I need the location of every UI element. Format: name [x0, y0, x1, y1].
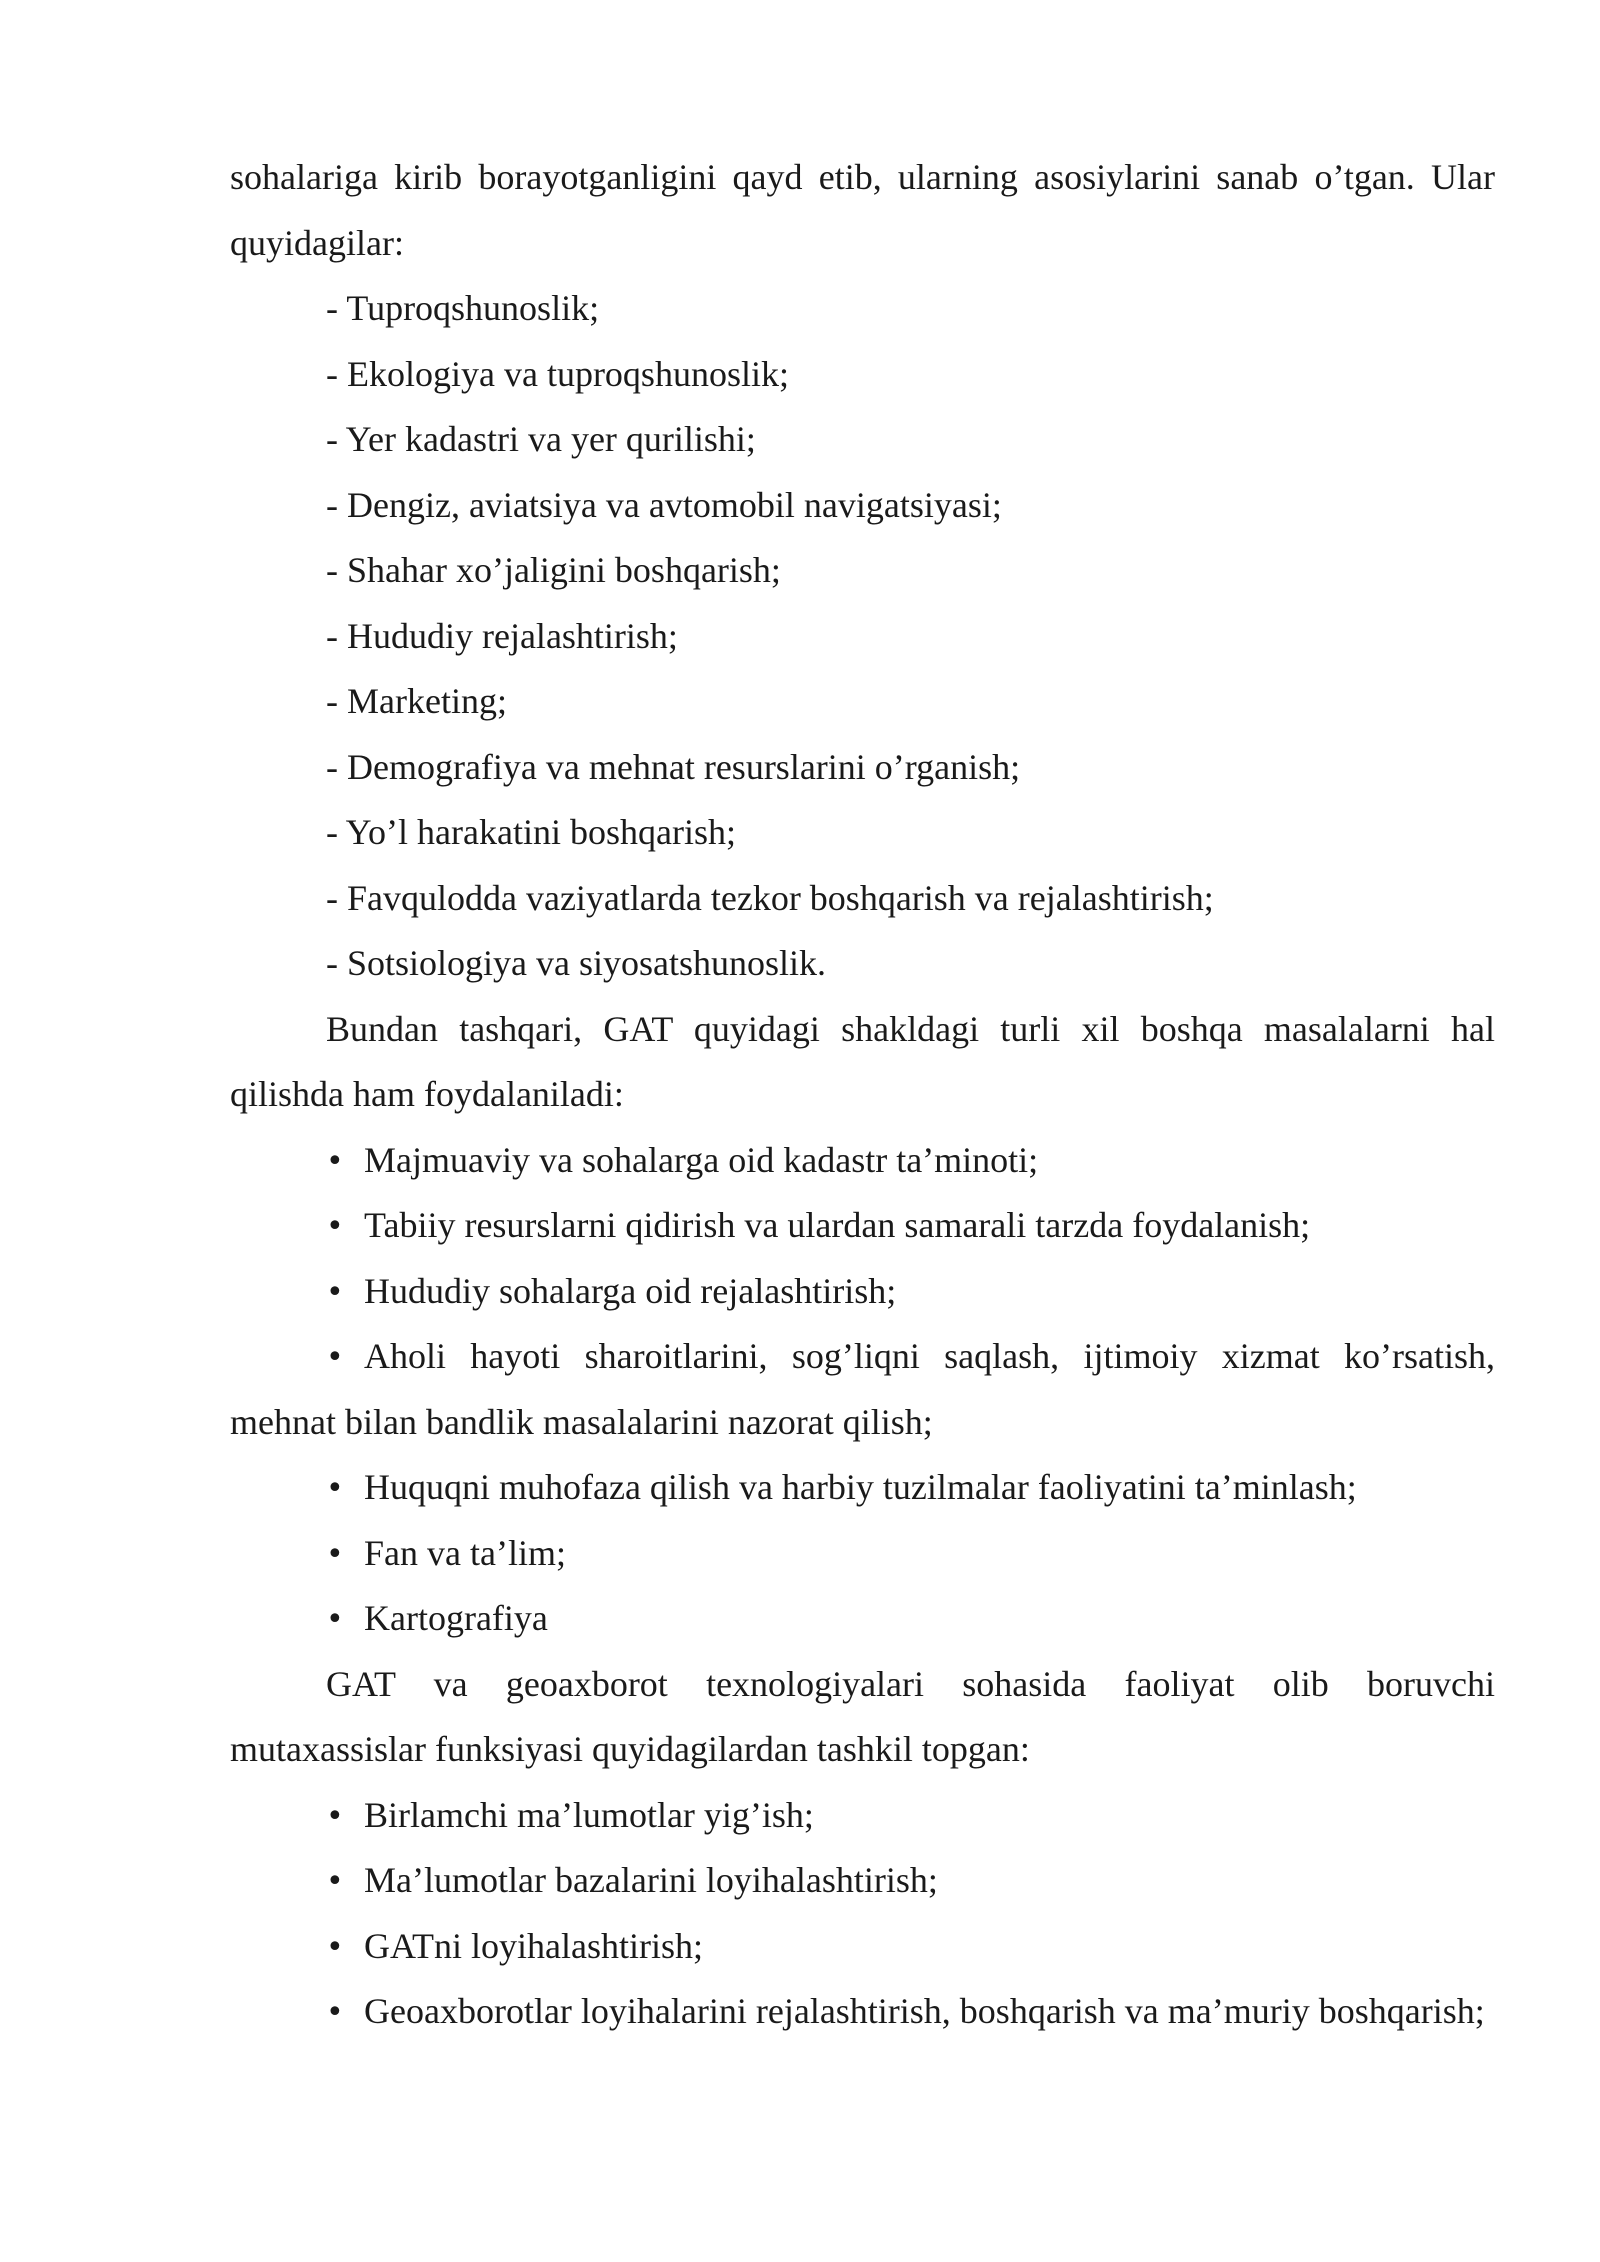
dash-list-item: - Shahar xo’jaligini boshqarish;: [326, 550, 781, 590]
bullet-icon: •: [326, 1929, 344, 1965]
bullet-item-text: GATni loyihalashtirish;: [364, 1925, 703, 1966]
bullet-icon: •: [326, 1209, 344, 1244]
bullet-list-item: [230, 1193, 1495, 1259]
dash-list-item: - Demografiya va mehnat resurslarini o’rganish;: [326, 746, 1021, 787]
bullet-list-item: [230, 1586, 1495, 1652]
bullet-list-item: [230, 1848, 1495, 1914]
bullet-list-functions: [230, 1783, 1495, 2045]
second-paragraph: Bundan tashqari, GAT quyidagi shakldagi turli xil boshqa masalalarni hal qilishda ham foydalaniladi:: [230, 1008, 1495, 1114]
bullet-item-text: Birlamchi ma’lumotlar yig’ish;: [364, 1794, 814, 1835]
intro-paragraph: sohalariga kirib borayotganligini qayd etib, ularning asosiylarini sanab o’tgan. Ular quyidagilar:: [230, 157, 1495, 263]
dash-list: [230, 276, 1495, 997]
bullet-item-text: Aholi hayoti sharoitlarini, sog’liqni saqlash, ijtimoiy xizmat ko’rsatish, mehnat bilan bandlik masalalarini nazorat qilish;: [230, 1336, 1495, 1442]
bullet-list-item: [230, 1979, 1495, 2045]
bullet-icon: •: [326, 1340, 344, 1375]
dash-list-item: - Sotsiologiya va siyosatshunoslik.: [326, 943, 827, 983]
dash-list-item: - Hududiy rejalashtirish;: [326, 615, 678, 656]
bullet-item-text: Kartografiya: [364, 1598, 548, 1638]
bullet-icon: •: [326, 1864, 344, 1899]
bullet-list-item: [230, 1455, 1495, 1521]
dash-list-item: - Ekologiya va tuproqshunoslik;: [326, 353, 789, 394]
bullet-item-text: Ma’lumotlar bazalarini loyihalashtirish;: [364, 1860, 938, 1900]
bullet-item-text: Tabiiy resurslarni qidirish va ulardan samarali tarzda foydalanish;: [364, 1205, 1311, 1245]
bullet-icon: •: [326, 1274, 344, 1310]
bullet-icon: •: [326, 1602, 344, 1637]
bullet-icon: •: [326, 1471, 344, 1506]
document-page: [230, 145, 1495, 2045]
bullet-list-applications: [230, 1128, 1495, 1652]
dash-list-item: - Dengiz, aviatsiya va avtomobil navigatsiyasi;: [326, 484, 1002, 525]
bullet-icon: •: [326, 1143, 344, 1179]
bullet-icon: •: [326, 1798, 344, 1834]
bullet-icon: •: [326, 1536, 344, 1572]
bullet-item-text: Majmuaviy va sohalarga oid kadastr ta’minoti;: [364, 1139, 1039, 1180]
bullet-list-item: [230, 1914, 1495, 1980]
third-paragraph: GAT va geoaxborot texnologiyalari sohasida faoliyat olib boruvchi mutaxassislar funksiyasi quyidagilardan tashkil topgan:: [230, 1663, 1495, 1769]
bullet-icon: •: [326, 1995, 344, 2030]
dash-list-item: - Marketing;: [326, 681, 507, 721]
bullet-item-text: Hududiy sohalarga oid rejalashtirish;: [364, 1270, 897, 1311]
bullet-list-item: [230, 1324, 1495, 1455]
bullet-list-item: [230, 1128, 1495, 1194]
bullet-list-item: [230, 1259, 1495, 1325]
bullet-list-item: [230, 1521, 1495, 1587]
bullet-item-text: Geoaxborotlar loyihalarini rejalashtirish, boshqarish va ma’muriy boshqarish;: [364, 1991, 1485, 2031]
dash-list-item: - Yer kadastri va yer qurilishi;: [326, 419, 756, 459]
dash-list-item: - Favqulodda vaziyatlarda tezkor boshqarish va rejalashtirish;: [326, 877, 1214, 918]
bullet-list-item: [230, 1783, 1495, 1849]
dash-list-item: - Tuproqshunoslik;: [326, 288, 600, 328]
bullet-item-text: Fan va ta’lim;: [364, 1532, 566, 1573]
bullet-item-text: Huquqni muhofaza qilish va harbiy tuzilmalar faoliyatini ta’minlash;: [364, 1467, 1357, 1507]
dash-list-item: - Yo’l harakatini boshqarish;: [326, 812, 736, 852]
